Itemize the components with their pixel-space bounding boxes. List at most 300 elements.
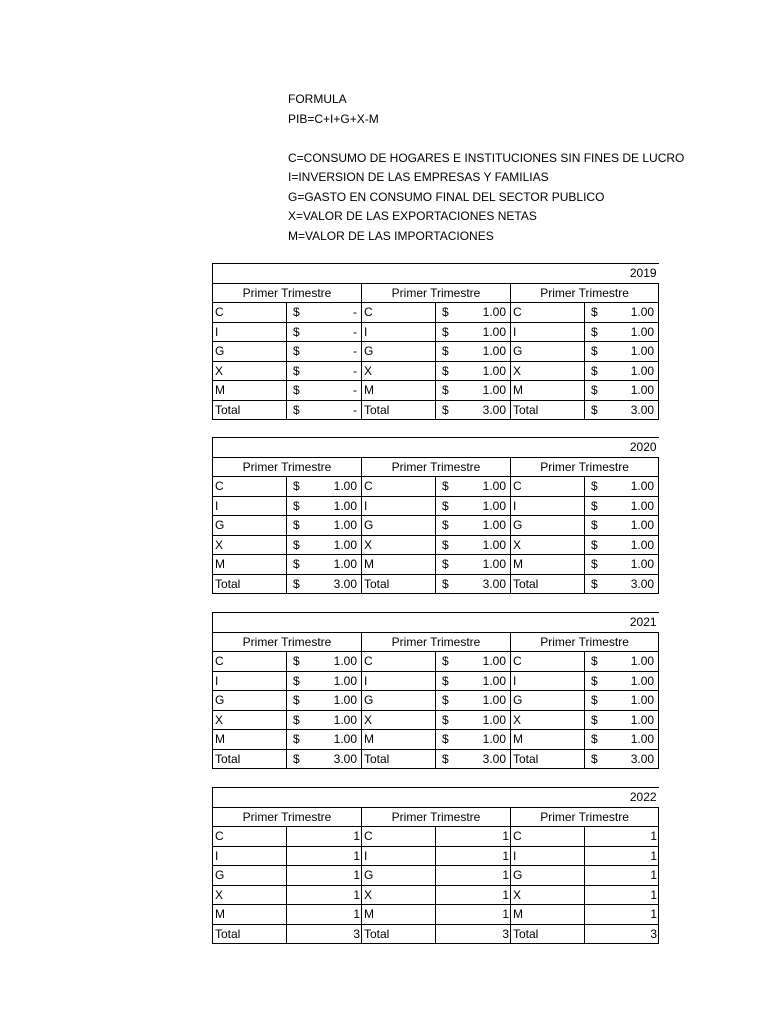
row-label: X xyxy=(362,535,436,555)
row-value-cell xyxy=(436,710,511,730)
row-value-cell xyxy=(287,710,362,730)
year-label: 2021 xyxy=(213,613,659,633)
quarter-header: Primer Trimestre xyxy=(511,632,659,652)
row-value-cell xyxy=(585,477,659,497)
row-value-cell: 1 xyxy=(585,866,659,886)
row-label: G xyxy=(511,866,585,886)
row-value-cell xyxy=(585,342,659,362)
row-label: I xyxy=(511,671,585,691)
currency-symbol: $ xyxy=(591,498,598,513)
currency-symbol: $ xyxy=(591,402,598,417)
row-value-cell xyxy=(585,574,659,594)
row-value-cell xyxy=(585,730,659,750)
currency-symbol: $ xyxy=(293,518,300,533)
row-value: 1.00 xyxy=(482,712,506,727)
currency-symbol: $ xyxy=(442,344,449,359)
currency-symbol: $ xyxy=(591,693,598,708)
quarter-header: Primer Trimestre xyxy=(362,807,511,827)
year-table xyxy=(212,612,659,769)
row-label: M xyxy=(213,555,287,575)
row-value: 1.00 xyxy=(482,383,506,398)
table-row xyxy=(213,905,659,925)
year-label: 2019 xyxy=(213,264,659,284)
definition-x: X=VALOR DE LAS EXPORTACIONES NETAS xyxy=(288,209,537,223)
currency-symbol: $ xyxy=(293,557,300,572)
table-row xyxy=(213,361,659,381)
row-value-cell: 1 xyxy=(287,885,362,905)
currency-symbol: $ xyxy=(591,479,598,494)
currency-symbol: $ xyxy=(591,305,598,320)
row-label: X xyxy=(213,535,287,555)
definition-m: M=VALOR DE LAS IMPORTACIONES xyxy=(288,228,494,243)
currency-symbol: $ xyxy=(442,576,449,591)
row-value: - xyxy=(353,383,357,398)
quarter-header: Primer Trimestre xyxy=(213,632,362,652)
table-row xyxy=(213,885,659,905)
row-value-cell xyxy=(287,303,362,323)
table-row xyxy=(213,846,659,866)
row-value-cell: 1 xyxy=(585,846,659,866)
row-value: 1.00 xyxy=(333,693,357,708)
row-value-cell xyxy=(585,710,659,730)
row-value-cell: 1 xyxy=(585,885,659,905)
year-label: 2020 xyxy=(213,438,659,458)
row-value-cell xyxy=(287,381,362,401)
row-label: Total xyxy=(213,924,287,944)
row-value-cell xyxy=(436,652,511,672)
currency-symbol: $ xyxy=(591,712,598,727)
row-value-cell xyxy=(436,322,511,342)
row-value-cell xyxy=(287,555,362,575)
row-value-cell xyxy=(436,303,511,323)
row-value-cell: 1 xyxy=(287,905,362,925)
row-value: - xyxy=(353,363,357,378)
row-value-cell xyxy=(585,691,659,711)
row-label: X xyxy=(511,885,585,905)
row-value-cell xyxy=(287,361,362,381)
row-value-cell xyxy=(287,671,362,691)
year-table-block xyxy=(212,612,658,769)
row-label: Total xyxy=(511,574,585,594)
row-label: G xyxy=(511,691,585,711)
row-value: 1.00 xyxy=(630,305,655,320)
row-value-cell xyxy=(585,400,659,420)
row-value-cell xyxy=(585,516,659,536)
row-label: M xyxy=(362,555,436,575)
currency-symbol: $ xyxy=(442,537,449,552)
row-label: M xyxy=(362,905,436,925)
row-label: G xyxy=(213,516,287,536)
row-value: 1.00 xyxy=(333,712,357,727)
table-row xyxy=(213,652,659,672)
row-value: 1.00 xyxy=(630,537,655,552)
currency-symbol: $ xyxy=(442,557,449,572)
row-value-cell xyxy=(287,516,362,536)
row-value-cell: 1 xyxy=(436,866,511,886)
row-label: X xyxy=(213,710,287,730)
currency-symbol: $ xyxy=(591,537,598,552)
row-value: 1.00 xyxy=(333,654,357,669)
quarter-header: Primer Trimestre xyxy=(362,632,511,652)
currency-symbol: $ xyxy=(293,498,300,513)
currency-symbol: $ xyxy=(293,712,300,727)
row-label: G xyxy=(213,691,287,711)
year-table-block xyxy=(212,787,658,944)
row-value: 1.00 xyxy=(482,732,506,747)
currency-symbol: $ xyxy=(442,693,449,708)
row-label: C xyxy=(511,827,585,847)
row-label: G xyxy=(362,866,436,886)
row-label: Total xyxy=(511,749,585,769)
row-label: X xyxy=(511,361,585,381)
row-value-cell xyxy=(585,361,659,381)
row-label: C xyxy=(362,827,436,847)
row-value: 1.00 xyxy=(630,732,655,747)
currency-symbol: $ xyxy=(591,363,598,378)
row-value-cell xyxy=(436,342,511,362)
currency-symbol: $ xyxy=(293,537,300,552)
row-label: G xyxy=(362,516,436,536)
row-value: 1.00 xyxy=(482,479,506,494)
table-row xyxy=(213,400,659,420)
formula-title: FORMULA xyxy=(288,92,347,106)
currency-symbol: $ xyxy=(293,402,300,417)
table-row xyxy=(213,381,659,401)
currency-symbol: $ xyxy=(293,324,300,339)
row-value: 1.00 xyxy=(630,693,655,708)
currency-symbol: $ xyxy=(591,383,598,398)
currency-symbol: $ xyxy=(293,654,300,669)
table-row xyxy=(213,303,659,323)
table-row xyxy=(213,924,659,944)
row-value-cell xyxy=(436,535,511,555)
table-row xyxy=(213,477,659,497)
table-row xyxy=(213,691,659,711)
row-value-cell: 1 xyxy=(436,827,511,847)
row-value-cell: 1 xyxy=(585,905,659,925)
row-value: 1.00 xyxy=(333,479,357,494)
row-label: G xyxy=(213,342,287,362)
currency-symbol: $ xyxy=(442,324,449,339)
row-value-cell: 1 xyxy=(287,827,362,847)
quarter-header: Primer Trimestre xyxy=(362,457,511,477)
row-value-cell: 1 xyxy=(287,846,362,866)
row-value-cell: 1 xyxy=(585,827,659,847)
row-label: X xyxy=(511,710,585,730)
currency-symbol: $ xyxy=(591,576,598,591)
row-value: 3.00 xyxy=(482,751,506,766)
row-label: M xyxy=(213,730,287,750)
currency-symbol: $ xyxy=(442,363,449,378)
row-label: C xyxy=(362,477,436,497)
year-table-block xyxy=(212,263,658,420)
row-value-cell xyxy=(585,381,659,401)
row-label: M xyxy=(511,381,585,401)
currency-symbol: $ xyxy=(293,479,300,494)
row-value: 1.00 xyxy=(630,654,655,669)
row-label: Total xyxy=(511,400,585,420)
currency-symbol: $ xyxy=(591,557,598,572)
row-value: 1.00 xyxy=(333,557,357,572)
row-value-cell xyxy=(436,400,511,420)
row-value: 1.00 xyxy=(333,498,357,513)
row-value: 1.00 xyxy=(333,518,357,533)
row-label: M xyxy=(511,555,585,575)
year-label: 2022 xyxy=(213,788,659,808)
currency-symbol: $ xyxy=(442,751,449,766)
row-label: G xyxy=(362,691,436,711)
row-value: 1.00 xyxy=(482,693,506,708)
row-value-cell xyxy=(585,496,659,516)
currency-symbol: $ xyxy=(442,732,449,747)
row-value-cell: 1 xyxy=(287,866,362,886)
year-table xyxy=(212,437,659,594)
row-label: C xyxy=(362,652,436,672)
row-label: X xyxy=(511,535,585,555)
row-value-cell xyxy=(287,730,362,750)
currency-symbol: $ xyxy=(293,673,300,688)
row-value: 1.00 xyxy=(630,673,655,688)
row-value-cell xyxy=(287,691,362,711)
year-table-block xyxy=(212,437,658,594)
row-value: 1.00 xyxy=(482,344,506,359)
currency-symbol: $ xyxy=(591,324,598,339)
currency-symbol: $ xyxy=(293,732,300,747)
row-label: I xyxy=(511,322,585,342)
currency-symbol: $ xyxy=(293,383,300,398)
row-value-cell xyxy=(585,535,659,555)
row-value-cell xyxy=(585,322,659,342)
row-value-cell xyxy=(287,749,362,769)
table-row xyxy=(213,827,659,847)
row-value-cell xyxy=(287,477,362,497)
currency-symbol: $ xyxy=(293,344,300,359)
table-row xyxy=(213,574,659,594)
row-value-cell xyxy=(287,574,362,594)
row-label: M xyxy=(511,730,585,750)
currency-symbol: $ xyxy=(442,402,449,417)
row-label: I xyxy=(511,846,585,866)
row-label: C xyxy=(213,477,287,497)
row-value-cell xyxy=(436,671,511,691)
row-value: 3.00 xyxy=(630,576,655,591)
row-value-cell xyxy=(585,671,659,691)
row-value: 1.00 xyxy=(482,324,506,339)
row-label: M xyxy=(362,730,436,750)
currency-symbol: $ xyxy=(591,518,598,533)
row-value: 1.00 xyxy=(333,732,357,747)
row-label: C xyxy=(511,652,585,672)
row-value-cell xyxy=(436,477,511,497)
row-label: I xyxy=(213,846,287,866)
quarter-header: Primer Trimestre xyxy=(213,807,362,827)
row-value: 1.00 xyxy=(482,654,506,669)
row-value-cell xyxy=(287,652,362,672)
row-label: G xyxy=(362,342,436,362)
currency-symbol: $ xyxy=(591,654,598,669)
row-value: 1.00 xyxy=(630,344,655,359)
row-value-cell xyxy=(436,555,511,575)
row-label: M xyxy=(213,905,287,925)
row-value: 1.00 xyxy=(630,324,655,339)
row-label: G xyxy=(213,866,287,886)
row-value: 1.00 xyxy=(482,557,506,572)
currency-symbol: $ xyxy=(293,305,300,320)
row-label: C xyxy=(511,477,585,497)
year-table xyxy=(212,787,659,944)
currency-symbol: $ xyxy=(442,305,449,320)
row-value: 3.00 xyxy=(482,402,506,417)
table-row xyxy=(213,496,659,516)
row-value: 1.00 xyxy=(482,363,506,378)
row-label: M xyxy=(511,905,585,925)
currency-symbol: $ xyxy=(442,673,449,688)
quarter-header: Primer Trimestre xyxy=(362,283,511,303)
currency-symbol: $ xyxy=(442,479,449,494)
row-value-cell xyxy=(287,342,362,362)
definition-c: C=CONSUMO DE HOGARES E INSTITUCIONES SIN FINES DE LUCRO xyxy=(288,150,685,165)
row-value: 1.00 xyxy=(630,383,655,398)
table-row xyxy=(213,749,659,769)
definition-g: G=GASTO EN CONSUMO FINAL DEL SECTOR PUBLICO xyxy=(288,189,605,204)
row-label: X xyxy=(213,361,287,381)
row-value-cell xyxy=(585,652,659,672)
currency-symbol: $ xyxy=(293,363,300,378)
row-value: - xyxy=(353,402,357,417)
row-value: 1.00 xyxy=(630,498,655,513)
row-value-cell xyxy=(287,535,362,555)
row-label: G xyxy=(511,516,585,536)
row-value: - xyxy=(353,324,357,339)
row-label: M xyxy=(362,381,436,401)
currency-symbol: $ xyxy=(293,751,300,766)
row-label: Total xyxy=(362,574,436,594)
currency-symbol: $ xyxy=(442,518,449,533)
currency-symbol: $ xyxy=(591,732,598,747)
row-value-cell: 1 xyxy=(436,905,511,925)
row-label: X xyxy=(213,885,287,905)
row-value-cell xyxy=(436,361,511,381)
table-row xyxy=(213,730,659,750)
row-label: I xyxy=(511,496,585,516)
row-label: Total xyxy=(213,749,287,769)
row-value: 1.00 xyxy=(482,498,506,513)
row-label: C xyxy=(213,652,287,672)
row-value-cell xyxy=(287,496,362,516)
row-label: M xyxy=(213,381,287,401)
quarter-header: Primer Trimestre xyxy=(511,283,659,303)
row-label: C xyxy=(362,303,436,323)
row-value: 1.00 xyxy=(630,479,655,494)
row-value: 1.00 xyxy=(482,537,506,552)
quarter-header: Primer Trimestre xyxy=(511,807,659,827)
currency-symbol: $ xyxy=(591,673,598,688)
row-value-cell xyxy=(436,749,511,769)
currency-symbol: $ xyxy=(442,498,449,513)
row-value-cell xyxy=(287,400,362,420)
row-label: I xyxy=(213,496,287,516)
formula-header xyxy=(288,90,684,246)
row-value-cell: 3 xyxy=(436,924,511,944)
table-row xyxy=(213,671,659,691)
row-label: Total xyxy=(362,400,436,420)
row-label: I xyxy=(213,671,287,691)
row-label: X xyxy=(362,361,436,381)
spacer xyxy=(288,129,684,149)
row-value-cell: 1 xyxy=(436,885,511,905)
table-row xyxy=(213,516,659,536)
currency-symbol: $ xyxy=(293,693,300,708)
row-value: 1.00 xyxy=(333,537,357,552)
table-row xyxy=(213,710,659,730)
quarter-header: Primer Trimestre xyxy=(511,457,659,477)
row-value-cell: 3 xyxy=(585,924,659,944)
table-row xyxy=(213,342,659,362)
currency-symbol: $ xyxy=(293,576,300,591)
row-label: I xyxy=(362,496,436,516)
row-label: Total xyxy=(362,749,436,769)
formula-expression: PIB=C+I+G+X-M xyxy=(288,111,379,126)
row-label: C xyxy=(213,303,287,323)
row-label: I xyxy=(362,671,436,691)
quarter-header: Primer Trimestre xyxy=(213,283,362,303)
currency-symbol: $ xyxy=(442,712,449,727)
row-label: X xyxy=(362,885,436,905)
row-value: 3.00 xyxy=(630,402,655,417)
row-value: 1.00 xyxy=(630,518,655,533)
row-value: 1.00 xyxy=(482,673,506,688)
row-value-cell: 3 xyxy=(287,924,362,944)
row-value: 3.00 xyxy=(482,576,506,591)
row-value-cell xyxy=(436,574,511,594)
row-value: 1.00 xyxy=(630,363,655,378)
row-label: I xyxy=(362,322,436,342)
row-value-cell xyxy=(287,322,362,342)
row-value-cell xyxy=(585,303,659,323)
row-label: I xyxy=(213,322,287,342)
row-value: 1.00 xyxy=(630,557,655,572)
row-label: Total xyxy=(511,924,585,944)
row-label: G xyxy=(511,342,585,362)
row-value-cell xyxy=(585,555,659,575)
row-value: - xyxy=(353,344,357,359)
row-label: X xyxy=(362,710,436,730)
row-label: C xyxy=(511,303,585,323)
row-label: I xyxy=(362,846,436,866)
currency-symbol: $ xyxy=(591,344,598,359)
table-row xyxy=(213,535,659,555)
row-value-cell xyxy=(585,749,659,769)
row-value: 3.00 xyxy=(333,576,357,591)
quarter-header: Primer Trimestre xyxy=(213,457,362,477)
definition-i: I=INVERSION DE LAS EMPRESAS Y FAMILIAS xyxy=(288,170,549,184)
currency-symbol: $ xyxy=(442,383,449,398)
row-label: Total xyxy=(362,924,436,944)
row-value-cell: 1 xyxy=(436,846,511,866)
row-value: - xyxy=(353,305,357,320)
row-value: 1.00 xyxy=(333,673,357,688)
currency-symbol: $ xyxy=(442,654,449,669)
row-value: 1.00 xyxy=(482,518,506,533)
row-value: 3.00 xyxy=(333,751,357,766)
table-row xyxy=(213,322,659,342)
row-value-cell xyxy=(436,496,511,516)
row-label: Total xyxy=(213,574,287,594)
row-label: C xyxy=(213,827,287,847)
row-value-cell xyxy=(436,381,511,401)
row-label: Total xyxy=(213,400,287,420)
row-value: 1.00 xyxy=(630,712,655,727)
